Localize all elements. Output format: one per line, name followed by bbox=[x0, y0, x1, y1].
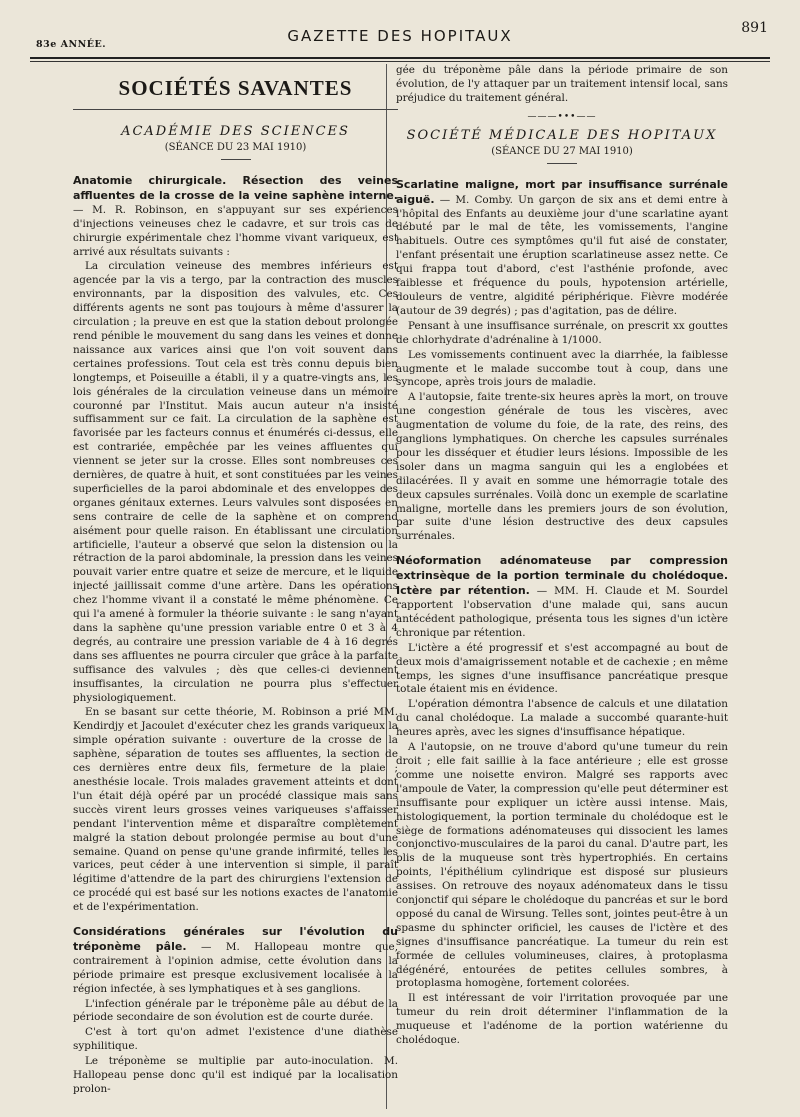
article-heading: Anatomie chirurgicale. Résection des veines affluentes de la crosse de la veine saphène interne. bbox=[73, 174, 398, 202]
short-rule bbox=[221, 159, 251, 160]
section-title-rule bbox=[73, 109, 398, 110]
article-paragraph: A l'autopsie, faite trente-six heures après la mort, on trouve une congestion générale de tous les viscères, avec augmentation de volume du foie, de la rate, des reins, des ganglions lymphatiques. On cherche les capsules surrénales pour les disséquer et étudier leurs lésions. Impossible de les isoler dans un magma sanguin qui les a englobées et dilacérées. Il y avait en somme une hémorragie totale des deux capsules surrénales. Voilà donc un exemple de scarlatine maligne, mortelle dans les premiers jours de son évolution, par suite d'une lésion destructive des deux capsules surrénales. bbox=[396, 391, 728, 543]
issue-year: 83e ANNÉE. bbox=[36, 39, 107, 50]
article-text: — M. Hallopeau montre que, contrairement à l'opinion admise, cette évolution dans la période primaire est presque exclusivement localisée à la région infectée, à ses lymphatiques et à ses ganglions. bbox=[73, 940, 398, 995]
article-paragraph: Il est intéressant de voir l'irritation provoquée par une tumeur du rein droit déterminer l'inflammation de la muqueuse et l'adénome de la portion watérienne du cholédoque. bbox=[396, 992, 728, 1047]
left-column bbox=[73, 70, 398, 1098]
article-paragraph: En se basant sur cette théorie, M. Robinson a prié MM. Kendirdjy et Jacoulet d'exécuter chez les grands variqueux la simple opération suivante : ouverture de la crosse de la saphène, séparation de toutes ses affluentes, la section de ces dernières entre deux fils, fermeture de la plaie ; anesthésie locale. Trois malades gravement atteints et dont l'un était déjà opéré par un procédé classique mais sans succès virent leurs grosses veines variqueuses s'affaisser pendant l'intervention même et disparaître complètement malgré la station debout prolongée permise au bout d'une semaine. Quand on pense qu'une grande infirmité, telles les varices, peut céder à une intervention si simple, il paraît légitime d'attendre de la part des chirurgiens l'extension de ce procédé qui est basé sur les notions exactes de l'anatomie et de l'expérimentation. bbox=[73, 706, 398, 914]
article-paragraph: A l'autopsie, on ne trouve d'abord qu'une tumeur du rein droit ; elle fait saillie à la face antérieure ; elle est grosse comme une noisette environ. Malgré ses rapports avec l'ampoule de Vater, la compression qu'elle peut déterminer est insuffisante pour expliquer un ictère aussi intense. Mais, histologiquement, la portion terminale du cholédoque est le siège de formations adénomateuses qui dissocient les lames conjonctivo-musculaires de la paroi du canal. D'autre part, les plis de la muqueuse sont très hypertrophiés. En certains points, l'épithélium cylindrique est disposé sur plusieurs assises. On retrouve des noyaux adénomateux dans le tissu conjonctif qui sépare le cholédoque du pancréas et sur le bord opposé du canal de Wirsung. Telles sont, jointes peut-être à un spasme du sphincter orificiel, les causes de l'ictère et des signes d'insuffisance pancréatique. La tumeur du rein est formée de cellules volumineuses, claires, à protoplasma dégénéré, entourées de petites cellules sombres, à protoplasma homogène, fortement colorées. bbox=[396, 741, 728, 990]
article-heading: Considérations générales sur l'évolution du tréponème pâle. bbox=[73, 925, 398, 953]
header-rule-thin bbox=[30, 61, 770, 62]
article-paragraph: C'est à tort qu'on admet l'existence d'une diathèse syphilitique. bbox=[73, 1026, 398, 1053]
article-paragraph bbox=[73, 925, 398, 997]
article-paragraph: La circulation veineuse des membres inférieurs est agencée par la vis a tergo, par la contraction des muscles environnants, par la disposition des valvules, etc. Ces différents agents ne sont pas toujours à même d'assurer la circulation ; la preuve en est que la station debout prolongée rend pénible le mouvement du sang dans les veines et donne naissance aux varices ainsi que l'on voit souvent dans certaines professions. Tout cela est très connu depuis bien longtemps, et Poiseuille a établi, il y a quatre-vingts ans, les lois générales de la circulation veineuse dans un mémoire couronné par l'Institut. Mais aucun auteur n'a insisté suffisamment sur ce fait. La circulation de la saphène est favorisée par les facteurs connus et énumérés ci-dessus, elle est contrariée, empêchée par les veines affluentes qui viennent se jeter sur la crosse. Elles sont nombreuses ces dernières, de quatre à huit, et sont constituées par les veines superficielles de la paroi abdominale et des enveloppes des organes génitaux externes. Leurs valvules sont disposées en sens contraire de celle de la saphène et on comprend aisément pour quelle raison. En établissant une circulation artificielle, l'auteur a observé que selon la distension ou la rétraction de la paroi abdominale, la pression dans les veines pouvait varier entre quatre et seize de mercure, et le liquide injecté jaillissait comme d'une artère. Dans les opérations chez l'homme vivant il a constaté le même phénomène. Ce qui l'a amené à formuler la théorie suivante : le sang n'ayant dans la saphène qu'une pression variable entre 0 et 3 à 4 degrés, au contraire une pression variable de 4 à 16 degrés dans ses affluentes ne pourra circuler que grâce à la parfaite suffisance des valvules ; dès que celles-ci deviennent insuffisantes, la circulation ne pourra plus s'effectuer physiologiquement. bbox=[73, 260, 398, 704]
journal-title: GAZETTE DES HOPITAUX bbox=[287, 27, 513, 45]
seance-date: (SÉANCE DU 27 MAI 1910) bbox=[491, 145, 633, 157]
header-rule-thick bbox=[30, 57, 770, 59]
seance-date: (SÉANCE DU 23 MAI 1910) bbox=[164, 142, 307, 153]
article-heading: Scarlatine maligne, mort par insuffisance surrénale aiguë. bbox=[396, 177, 728, 206]
short-rule bbox=[547, 163, 577, 164]
page-header bbox=[30, 14, 770, 64]
ornament-divider: ———•••—— bbox=[527, 111, 597, 122]
article-paragraph: L'ictère a été progressif et s'est accompagné au bout de deux mois d'amaigrissement notable et de cachexie ; en même temps, les signes d'une insuffisance pancréatique presque totale étaient mis en évidence. bbox=[396, 641, 728, 696]
article-paragraph bbox=[73, 174, 398, 259]
article-paragraph: L'infection générale par le tréponème pâle au début de la période secondaire de son évolution est de courte durée. bbox=[73, 997, 398, 1024]
society-heading: SOCIÉTÉ MÉDICALE DES HOPITAUX bbox=[406, 127, 718, 143]
article-paragraph: Le tréponème se multiplie par auto-inoculation. M. Hallopeau pense donc qu'il est indiqué par la localisation prolon- bbox=[73, 1055, 398, 1095]
article-paragraph: L'opération démontra l'absence de calculs et une dilatation du canal cholédoque. La malade a succombé quarante-huit heures après, avec les signes d'insuffisance hépatique. bbox=[396, 698, 728, 739]
continuation-paragraph: gée du tréponème pâle dans la période primaire de son évolution, de l'y attaquer par un traitement intensif local, sans préjudice du traitement général. bbox=[396, 64, 728, 104]
page-number: 891 bbox=[741, 20, 768, 36]
section-title: SOCIÉTÉS SAVANTES bbox=[118, 76, 353, 100]
academy-heading: ACADÉMIE DES SCIENCES bbox=[121, 124, 350, 139]
article-text: — M. Comby. Un garçon de six ans et demi entre à l'hôpital des Enfants au deuxième jour d'une scarlatine ayant débuté par le mal de tête, les vomissements, l'angine habituels. Outre ces symptômes qu'il fut aisé de constater, l'enfant présentait une éruption scarlatineuse assez nette. Ce qui frappa tout d'abord, c'est l'asthénie profonde, avec faiblesse et fréquence du pouls, hypotension artérielle, douleurs de ventre, algidité périphérique. Fièvre modérée (autour de 39 degrés) ; pas d'agitation, pas de délire. bbox=[396, 193, 728, 317]
right-column bbox=[396, 64, 728, 1049]
article-heading: Néoformation adénomateuse par compression extrinsèque de la portion terminale du cholédoque. Ictère par rétention. bbox=[396, 554, 728, 598]
article-paragraph: Les vomissements continuent avec la diarrhée, la faiblesse augmente et le malade succombe tout à coup, dans une syncope, après trois jours de maladie. bbox=[396, 348, 728, 389]
article-paragraph bbox=[396, 178, 728, 319]
article-paragraph bbox=[396, 554, 728, 640]
article-text: — M. R. Robinson, en s'appuyant sur ses expériences d'injections veineuses chez le cadavre, et sur trois cas de chirurgie expérimentale chez l'homme vivant variqueux, est arrivé aux résultats suivants : bbox=[73, 203, 398, 258]
article-text: — MM. H. Claude et M. Sourdel rapportent l'observation d'une malade qui, sans aucun antécédent pathologique, présenta tous les signes d'un ictère chronique par rétention. bbox=[396, 585, 728, 639]
article-paragraph: Pensant à une insuffisance surrénale, on prescrit xx gouttes de chlorhydrate d'adrénaline à 1/1000. bbox=[396, 319, 728, 346]
